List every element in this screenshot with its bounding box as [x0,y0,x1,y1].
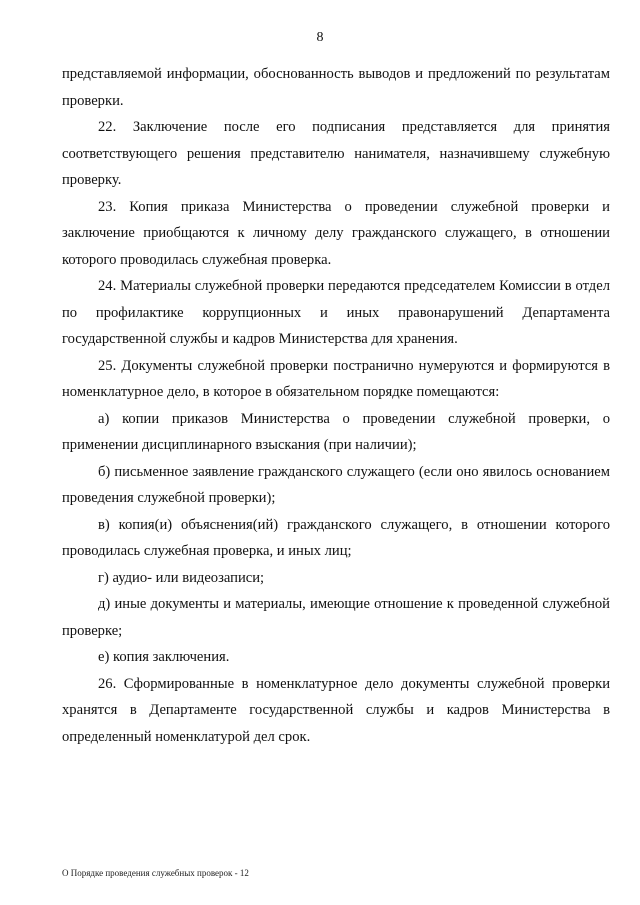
paragraph-23: 23. Копия приказа Министерства о проведении служебной проверки и заключение приобщаются к личному делу гражданского служащего, в отношении которого проводилась служебная проверка. [62,198,610,268]
paragraph-22: 22. Заключение после его подписания представляется для принятия соответствующего решения представителю нанимателя, назначившему служебную проверку. [62,119,610,188]
list-item-g: г) аудио- или видеозаписи; [98,569,265,586]
footer-note: О Порядке проведения служебных проверок - 12 [62,868,249,878]
list-item-b: б) письменное заявление гражданского служащего (если оно явилось основанием проведения служебной проверки); [62,463,610,506]
paragraph-26: 26. Сформированные в номенклатурное дело документы служебной проверки хранятся в Департаменте государственной службы и кадров Министерства в определенный номенклатурой дел срок. [62,675,610,745]
page-number: 8 [316,30,324,45]
paragraph-25: 25. Документы служебной проверки постранично нумеруются и формируются в номенклатурное дело, в которое в обязательном порядке помещаются: [62,357,610,400]
list-item-v: в) копия(и) объяснения(ий) гражданского служащего, в отношении которого проводилась служебная проверка, и иных лиц; [62,516,610,559]
paragraph-24: 24. Материалы служебной проверки передаются председателем Комиссии в отдел по профилактике коррупционных и иных правонарушений Департамента государственной службы и кадров Министерства для хранения. [62,278,610,347]
document-body [62,61,610,750]
list-item-d: д) иные документы и материалы, имеющие отношение к проведенной служебной проверке; [62,596,610,639]
list-item-a: а) копии приказов Министерства о проведении служебной проверки, о применении дисциплинарного взыскания (при наличии); [62,410,610,453]
list-item-e: е) копия заключения. [98,649,230,665]
paragraph-continuation: представляемой информации, обоснованность выводов и предложений по результатам проверки. [62,66,610,109]
